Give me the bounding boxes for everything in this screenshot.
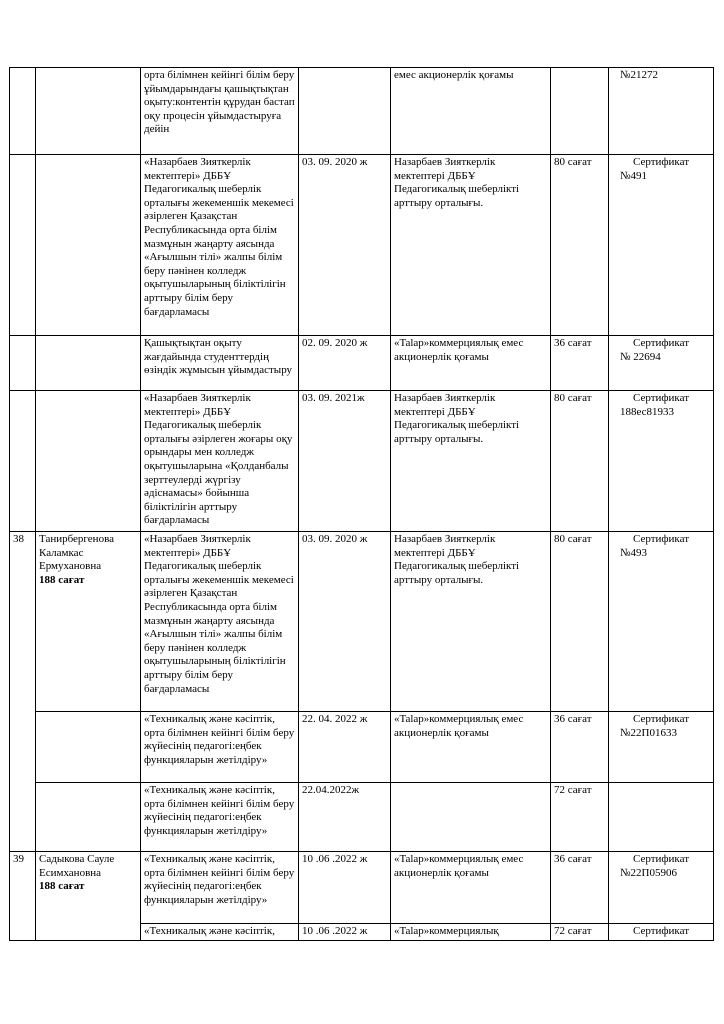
course-cell: орта білімнен кейінгі білім беру ұйымдарындағы қашықтықтан оқыту:контентін құрудан бастап оқу процесін ұйымдастыруға дейін	[141, 68, 299, 155]
date-cell: 03. 09. 2020 ж	[299, 532, 391, 712]
cert-cell	[609, 783, 714, 852]
number-cell	[10, 155, 36, 336]
org-cell: «Talap»коммерциялық	[391, 924, 551, 941]
name-cell	[36, 783, 141, 852]
person-name: Танирбергенова Каламкас Ермухановна	[39, 533, 115, 573]
training-table	[9, 67, 714, 941]
org-cell: «Talap»коммерциялық емес акционерлік қоғамы	[391, 712, 551, 783]
cert-cell	[609, 391, 714, 532]
cert-cell	[609, 712, 714, 783]
cert-cell	[609, 68, 714, 155]
cert-cell	[609, 155, 714, 336]
date-cell: 22.04.2022ж	[299, 783, 391, 852]
date-cell	[299, 68, 391, 155]
cert-label: Сертификат	[633, 533, 689, 545]
cert-cell	[609, 336, 714, 391]
name-cell	[36, 336, 141, 391]
course-cell: «Техникалық және кәсіптік, орта білімнен кейінгі білім беру жүйесінің педагогі:еңбек функцияларын жетілдіру»	[141, 712, 299, 783]
cert-label: Сертификат	[633, 713, 689, 725]
number-cell	[10, 391, 36, 532]
person-name-cell	[36, 852, 141, 941]
course-cell: «Техникалық және кәсіптік,	[141, 924, 299, 941]
course-cell: «Назарбаев Зияткерлік мектептері» ДББҰ Педагогикалық шеберлік орталығы әзірлеген жоғары оқу орындары мен колледж оқытушыларына «Қолданбалы зерттеулерді жүргізу әдіснамасы» бойынша біліктілігін арттыру бағдарламасы	[141, 391, 299, 532]
date-cell: 03. 09. 2021ж	[299, 391, 391, 532]
person-total-hours: 188 сағат	[39, 880, 85, 893]
cert-label: Сертификат	[633, 392, 689, 404]
table-row	[10, 155, 714, 336]
hours-cell	[551, 68, 609, 155]
date-cell: 03. 09. 2020 ж	[299, 155, 391, 336]
course-cell: «Назарбаев Зияткерлік мектептері» ДББҰ Педагогикалық шеберлік орталығы жекеменшік мекемесі әзірлеген Қазақстан Республикасында орта білім мазмұнын жаңарту аясында «Ағылшын тілі» жалпы білім беру пәнінен колледж оқытушыларының біліктілігін арттыру білім беру бағдарламасы	[141, 155, 299, 336]
person-number: 39	[10, 852, 36, 941]
name-cell	[36, 712, 141, 783]
hours-cell: 80 сағат	[551, 532, 609, 712]
org-cell: Назарбаев Зияткерлік мектептері ДББҰ Педагогикалық шеберлікті арттыру орталығы.	[391, 155, 551, 336]
cert-label: Сертификат	[633, 853, 689, 865]
name-cell	[36, 391, 141, 532]
table-row	[10, 712, 714, 783]
cert-number: №22П01633	[620, 726, 677, 739]
date-cell: 02. 09. 2020 ж	[299, 336, 391, 391]
cert-label: Сертификат	[633, 156, 689, 168]
person-total-hours: 188 сағат	[39, 573, 85, 586]
cert-number: №491	[620, 169, 647, 182]
cert-label: Сертификат	[633, 337, 689, 349]
hours-cell: 36 сағат	[551, 712, 609, 783]
course-cell: Қашықтықтан оқыту жағдайында студенттердің өзіндік жұмысын ұйымдастыру	[141, 336, 299, 391]
org-cell: емес акционерлік қоғамы	[391, 68, 551, 155]
hours-cell: 80 сағат	[551, 391, 609, 532]
person-name: Садыкова Сауле Есимхановна	[39, 853, 115, 879]
course-cell: «Техникалық және кәсіптік, орта білімнен кейінгі білім беру жүйесінің педагогі:еңбек функцияларын жетілдіру»	[141, 852, 299, 924]
course-cell: «Назарбаев Зияткерлік мектептері» ДББҰ Педагогикалық шеберлік орталығы жекеменшік мекемесі әзірлеген Қазақстан Республикасында орта білім мазмұнын жаңарту аясында «Ағылшын тілі» жалпы білім беру пәнінен колледж оқытушыларының біліктілігін арттыру білім беру бағдарламасы	[141, 532, 299, 712]
date-cell: 10 .06 .2022 ж	[299, 924, 391, 941]
org-cell: Назарбаев Зияткерлік мектептері ДББҰ Педагогикалық шеберлікті арттыру орталығы.	[391, 532, 551, 712]
number-cell	[10, 336, 36, 391]
cert-cell	[609, 852, 714, 924]
course-cell: «Техникалық және кәсіптік, орта білімнен кейінгі білім беру жүйесінің педагогі:еңбек функцияларын жетілдіру»	[141, 783, 299, 852]
hours-cell: 36 сағат	[551, 852, 609, 924]
person-number: 38	[10, 532, 36, 852]
table-row	[10, 783, 714, 852]
hours-cell: 72 сағат	[551, 783, 609, 852]
person-name-cell	[36, 532, 141, 712]
org-cell: «Talap»коммерциялық емес акционерлік қоғамы	[391, 336, 551, 391]
cert-cell	[609, 924, 714, 941]
cert-number: № 22694	[620, 350, 661, 363]
org-cell	[391, 783, 551, 852]
hours-cell: 80 сағат	[551, 155, 609, 336]
table-row	[10, 68, 714, 155]
cert-number: 188ес81933	[620, 405, 675, 418]
org-cell: Назарбаев Зияткерлік мектептері ДББҰ Педагогикалық шеберлікті арттыру орталығы.	[391, 391, 551, 532]
table-row	[10, 391, 714, 532]
name-cell	[36, 155, 141, 336]
cert-number: №21272	[620, 69, 658, 81]
date-cell: 22. 04. 2022 ж	[299, 712, 391, 783]
hours-cell: 72 сағат	[551, 924, 609, 941]
table-row	[10, 532, 714, 712]
cert-label: Сертификат	[633, 925, 689, 937]
hours-cell: 36 сағат	[551, 336, 609, 391]
cert-number: №22П05906	[620, 866, 677, 879]
number-cell	[10, 68, 36, 155]
table-row	[10, 852, 714, 924]
cert-cell	[609, 532, 714, 712]
date-cell: 10 .06 .2022 ж	[299, 852, 391, 924]
org-cell: «Talap»коммерциялық емес акционерлік қоғамы	[391, 852, 551, 924]
cert-number: №493	[620, 546, 647, 559]
name-cell	[36, 68, 141, 155]
table-row	[10, 336, 714, 391]
